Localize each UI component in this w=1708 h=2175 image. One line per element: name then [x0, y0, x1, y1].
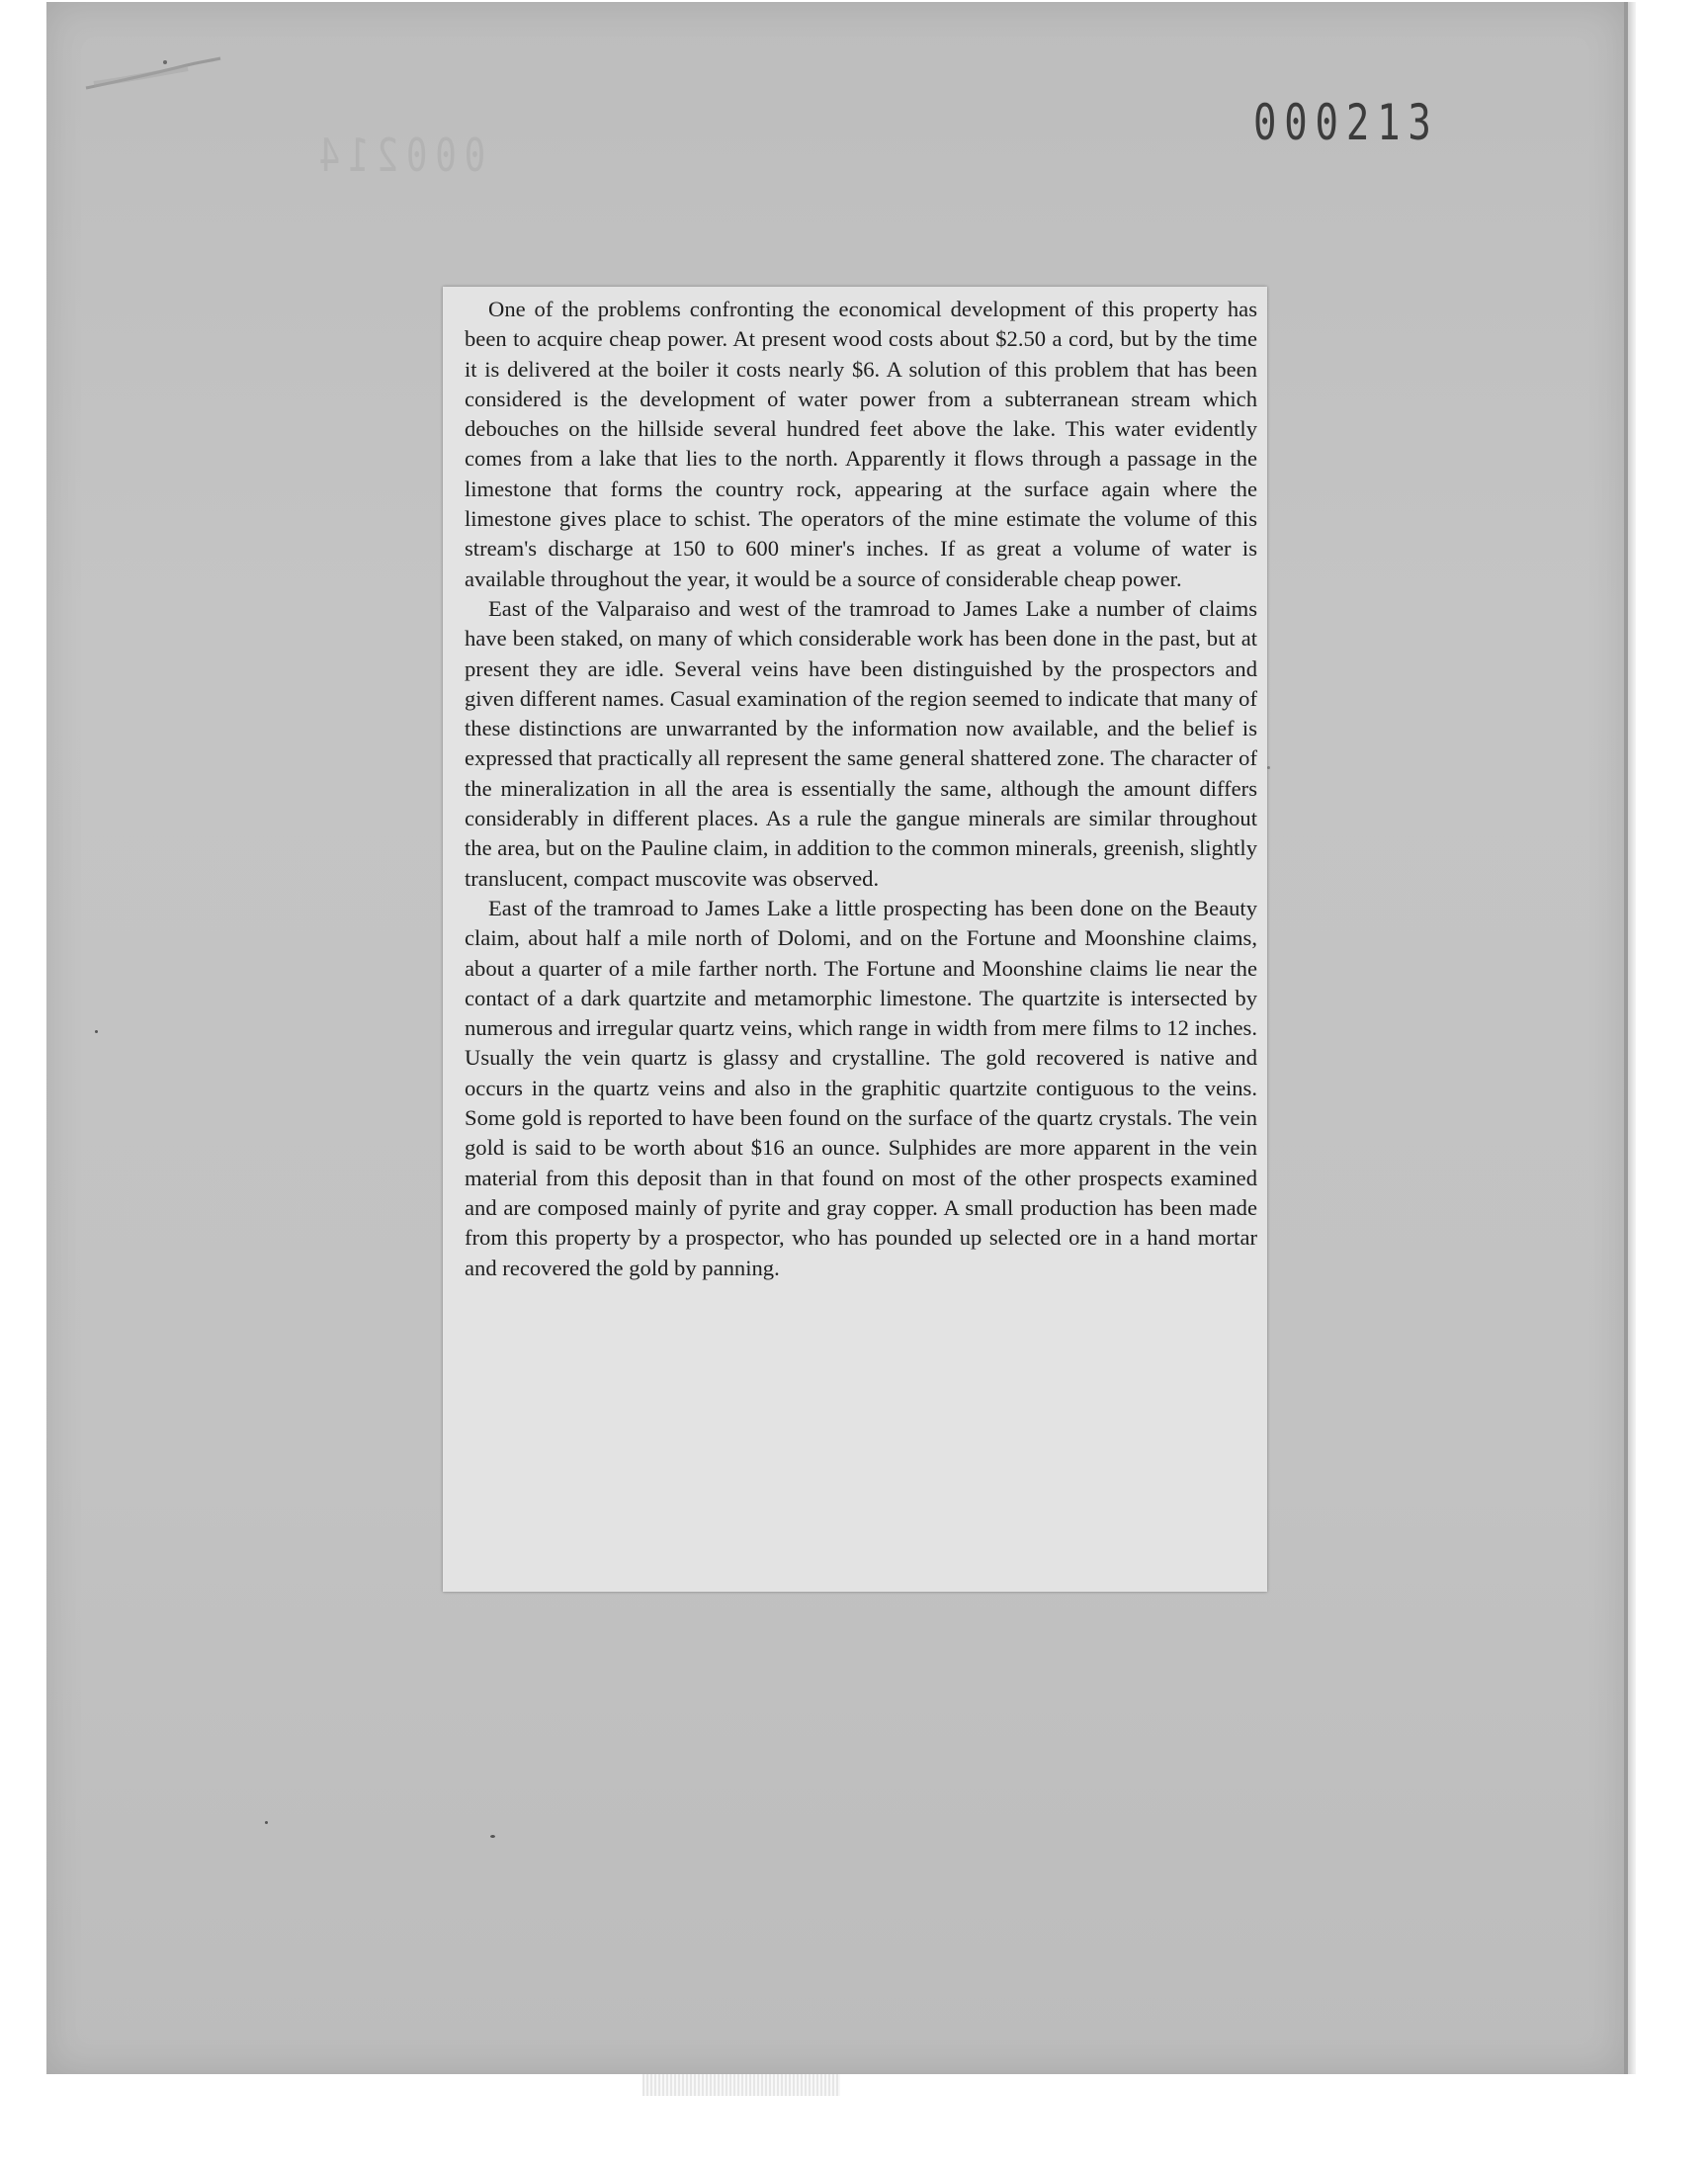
scan-speck: [1267, 766, 1270, 769]
scan-speck: [95, 1030, 98, 1033]
paragraph: East of the tramroad to James Lake a little prospecting has been done on the Beauty claim, about half a mile north of Dolomi, and on the Fortune and Moonshine claims, about a quarter of a mile farther north. The Fortune and Moonshine claims lie near the contact of a dark quartzite and metamorphic limestone. The quartzite is intersected by numerous and irregular quartz veins, which range in width from mere films to 12 inches. Usually the vein quartz is glassy and crystalline. The gold recovered is native and occurs in the quartz veins and also in the graphitic quartzite contiguous to the veins. Some gold is reported to have been found on the surface of the quartz crystals. The vein gold is said to be worth about $16 an ounce. Sulphides are more apparent in the vein material from this deposit than in that found on most of the other prospects examined and are composed mainly of pyrite and gray copper. A small production has been made from this property by a prospector, who has pounded up selected ore in a hand mortar and recovered the gold by panning.: [465, 895, 1257, 1280]
smudge-mark: [84, 54, 222, 94]
paragraph: One of the problems confronting the economical development of this property has been to acquire cheap power. At present wood costs about $2.50 a cord, but by the time it is delivered at the boiler it costs nearly $6. A solution of this problem that has been considered is the development of water power from a subterranean stream which debouches on the hillside several hundred feet above the lake. This water evidently comes from a lake that lies to the north. Apparently it flows through a passage in the limestone that forms the country rock, appearing at the surface again where the limestone gives place to schist. The operators of the mine estimate the volume of this stream's discharge at 150 to 600 miner's inches. If as great a volume of water is available throughout the year, it would be a source of considerable cheap power.: [465, 297, 1257, 591]
document-number-stamp: 000213: [1253, 94, 1439, 151]
scan-speck: [490, 1835, 495, 1838]
scan-artifact-strip: [642, 2074, 840, 2096]
scan-speck: [265, 1821, 268, 1824]
sheet-shadow: [1628, 2, 1636, 2074]
paragraph: East of the Valparaiso and west of the tramroad to James Lake a number of claims have been staked, on many of which considerable work has been done in the past, but at present they are idle. Several veins have been distinguished by the prospectors and given different names. Casual examination of the region seemed to indicate that many of these distinctions are unwarranted by the information now available, and the belief is expressed that practically all represent the same general shattered zone. The character of the mineralization in all the area is essentially the same, although the amount differs considerably in different places. As a rule the gangue minerals are similar throughout the area, but on the Pauline claim, in addition to the common minerals, greenish, slightly translucent, compact muscovite was observed.: [465, 595, 1257, 891]
document-number-stamp-bleedthrough: 000214: [310, 129, 486, 182]
text-clipping: [443, 287, 1267, 1592]
